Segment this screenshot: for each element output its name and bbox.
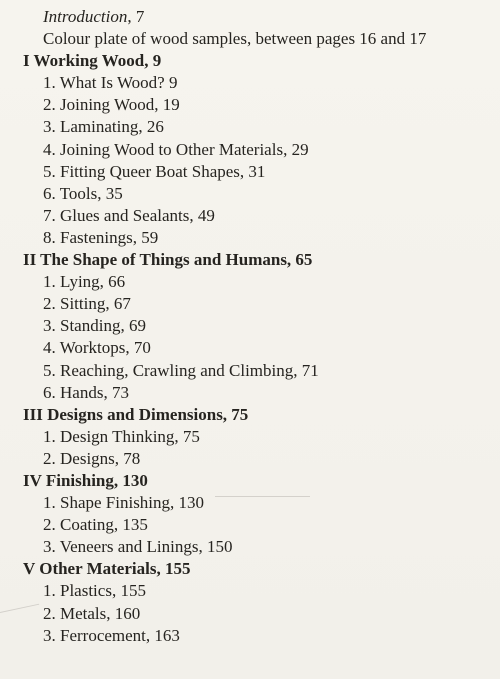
chapter-entry: 3. Standing, 69 [43,316,146,336]
colour-plate-note: Colour plate of wood samples, between pages 16 and 17 [43,29,427,49]
chapter-entry: 3. Ferrocement, 163 [43,625,180,645]
chapter-entry: 5. Reaching, Crawling and Climbing, 71 [43,360,319,380]
chapter-entry: 1. Plastics, 155 [43,581,146,601]
part-heading: II The Shape of Things and Humans, 65 [23,250,313,270]
chapter-entry: 1. What Is Wood? 9 [43,73,178,93]
chapter-entry: 6. Tools, 35 [43,183,123,203]
chapter-entry: 4. Worktops, 70 [43,338,151,358]
chapter-entry: 3. Veneers and Linings, 150 [43,537,233,557]
intro-entry [23,6,493,28]
intro-label: Introduction [43,7,128,26]
chapter-entry: 2. Metals, 160 [43,603,141,623]
chapter-entry: 2. Coating, 135 [43,515,148,535]
chapter-entry: 8. Fastenings, 59 [43,227,159,247]
chapter-entry: 5. Fitting Queer Boat Shapes, 31 [43,161,266,181]
chapter-entry: 1. Lying, 66 [43,272,126,292]
chapter-entry: 2. Designs, 78 [43,448,141,468]
part-heading: III Designs and Dimensions, 75 [23,404,249,424]
part-heading: IV Finishing, 130 [23,470,148,490]
chapter-entry: 1. Shape Finishing, 130 [43,493,205,513]
chapter-entry: 6. Hands, 73 [43,382,129,402]
part-heading: V Other Materials, 155 [23,559,191,579]
chapter-entry: 4. Joining Wood to Other Materials, 29 [43,139,309,159]
intro-page: 7 [135,7,145,26]
chapter-entry: 2. Joining Wood, 19 [43,95,180,115]
chapter-entry: 3. Laminating, 26 [43,117,164,137]
chapter-entry: 1. Design Thinking, 75 [43,426,200,446]
chapter-entry: 7. Glues and Sealants, 49 [43,205,215,225]
intro-separator: , [127,7,136,26]
table-of-contents [23,6,493,647]
chapter-entry: 2. Sitting, 67 [43,294,131,314]
part-heading: I Working Wood, 9 [23,51,162,71]
